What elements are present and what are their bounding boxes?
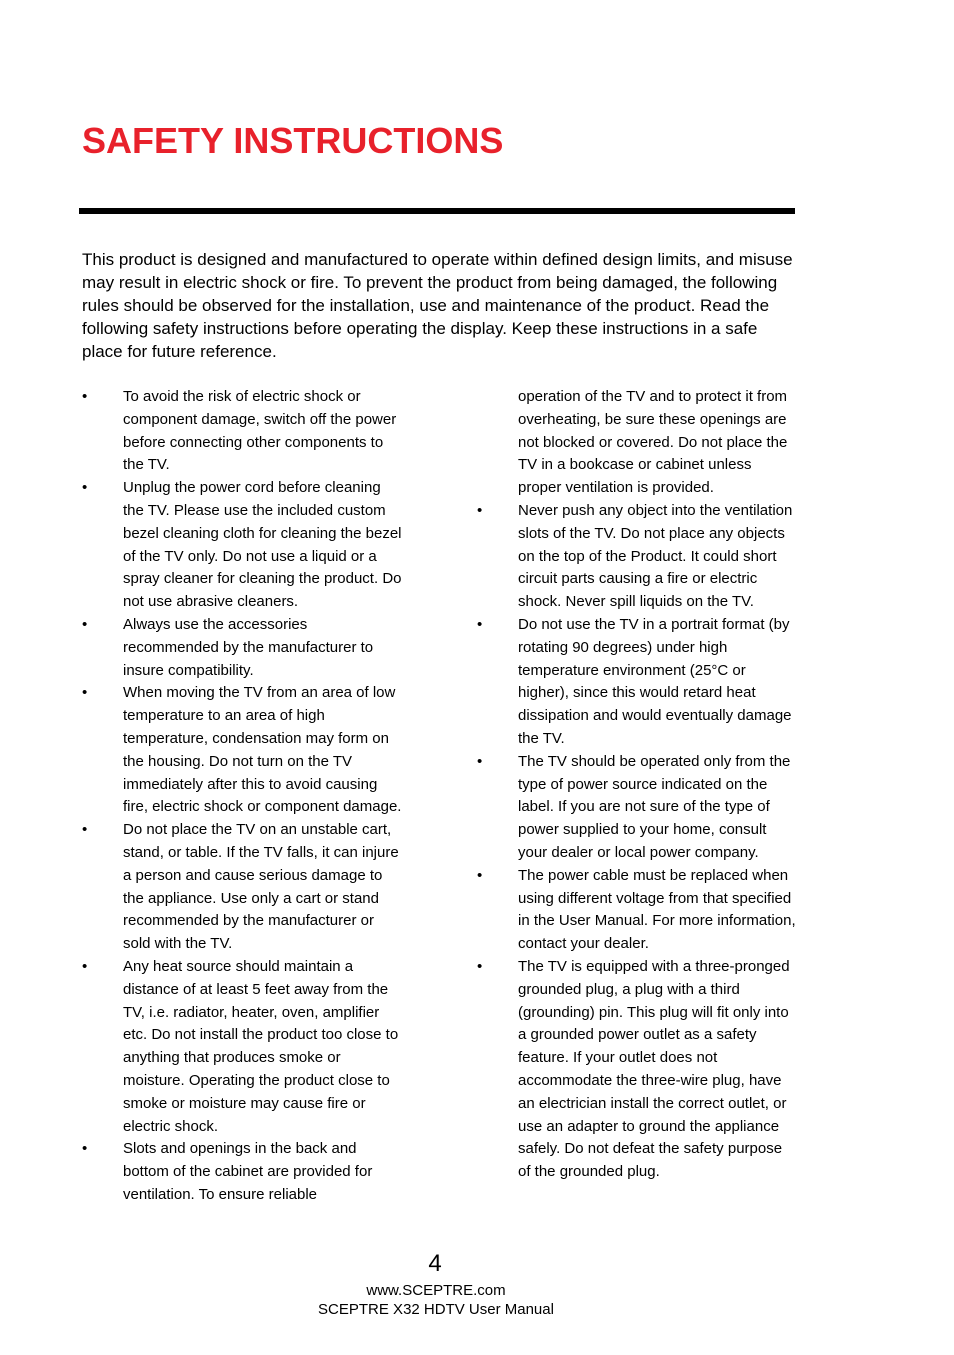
list-item: [82, 819, 402, 956]
list-item: [82, 682, 402, 819]
list-item-text: The power cable must be replaced when using different voltage from that specified in the User Manual. For more information, contact your dealer.: [518, 866, 796, 953]
bullet-icon: •: [82, 1140, 88, 1158]
list-item-text: Any heat source should maintain a distance of at least 5 feet away from the TV, i.e. radiator, heater, oven, amplifier etc. Do not install the product too close to anything that produces smoke or moisture. Operating the product close to smoke or moisture may cause fire or electric shock.: [123, 957, 399, 1135]
bullet-icon: •: [82, 479, 88, 497]
footer-website: www.SCEPTRE.com: [366, 1282, 506, 1299]
title-divider: [79, 208, 795, 214]
bullet-icon: •: [477, 501, 483, 519]
list-item: [477, 751, 797, 865]
list-item-text: Do not use the TV in a portrait format (by rotating 90 degrees) under high temperature environment (25°C or higher), since this would retard heat dissipation and would eventually damage the TV.: [518, 615, 792, 747]
list-item: [82, 1138, 402, 1206]
list-item: [82, 614, 402, 682]
bullet-icon: •: [477, 957, 483, 975]
list-item: [477, 865, 797, 956]
page-number: 4: [428, 1250, 442, 1277]
bullet-icon: •: [82, 388, 88, 405]
list-item-text: Always use the accessories recommended by the manufacturer to insure compatibility.: [123, 615, 374, 679]
list-item: [82, 477, 402, 614]
list-item-text: Slots and openings in the back and bottom of the cabinet are provided for ventilation. To ensure reliable: [123, 1140, 373, 1203]
bullet-icon: •: [477, 866, 483, 884]
list-item-text: Unplug the power cord before cleaning the TV. Please use the included custom bezel cleaning cloth for cleaning the bezel of the TV only. Do not use a liquid or a spray cleaner for cleaning the product. Do not use abrasive cleaners.: [123, 479, 402, 611]
list-item-text: To avoid the risk of electric shock or component damage, switch off the power before connecting other components to the TV.: [123, 388, 397, 474]
list-item-text: When moving the TV from an area of low temperature to an area of high temperature, condensation may form on the housing. Do not turn on the TV immediately after this to avoid causing fire, electric shock or component damage.: [123, 684, 402, 816]
list-item-text: The TV should be operated only from the type of power source indicated on the label. If you are not sure of the type of power supplied to your home, consult your dealer or local power company.: [518, 752, 791, 861]
bullet-icon: •: [477, 752, 483, 770]
bullet-icon: •: [82, 821, 88, 839]
footer-manual-title: SCEPTRE X32 HDTV User Manual: [318, 1301, 554, 1318]
safety-list-left: [82, 386, 402, 1207]
list-item-text: The TV is equipped with a three-pronged grounded plug, a plug with a third (grounding) pin. This plug will fit only into a grounded power outlet as a safety feature. If your outlet does not accommodate the three-wire plug, have an electrician install the correct outlet, or use an adapter to ground the appliance safely. Do not defeat the safety purpose of the grounded plug.: [518, 957, 790, 1181]
list-item: [477, 614, 797, 751]
bullet-icon: •: [82, 957, 88, 975]
list-item-continuation: [477, 386, 797, 500]
list-item-text: Never push any object into the ventilation slots of the TV. Do not place any objects on the top of the Product. It could short circuit parts causing a fire or electric shock. Never spill liquids on the TV.: [518, 501, 793, 611]
bullet-icon: •: [477, 615, 483, 633]
bullet-icon: •: [82, 615, 88, 633]
bullet-icon: •: [82, 684, 88, 702]
list-item-text: Do not place the TV on an unstable cart, stand, or table. If the TV falls, it can injure a person and cause serious damage to the appliance. Use only a cart or stand recommended by the manufacturer or sold with the TV.: [123, 821, 399, 953]
list-item: [477, 500, 797, 614]
list-item: [82, 386, 402, 477]
intro-paragraph: This product is designed and manufactured to operate within defined design limits, and misuse may result in electric shock or fire. To prevent the product from being damaged, the following rules should be observed for the installation, use and maintenance of the product. Read the following safety instructions before operating the display. Keep these instructions in a safe place for future reference.: [82, 250, 793, 361]
list-item: [82, 956, 402, 1138]
page-title: SAFETY INSTRUCTIONS: [82, 120, 504, 161]
list-item-text: operation of the TV and to protect it from overheating, be sure these openings are not blocked or covered. Do not place the TV in a bookcase or cabinet unless proper ventilation is provided.: [518, 388, 788, 497]
safety-list-right: [477, 386, 797, 1184]
list-item: [477, 956, 797, 1184]
